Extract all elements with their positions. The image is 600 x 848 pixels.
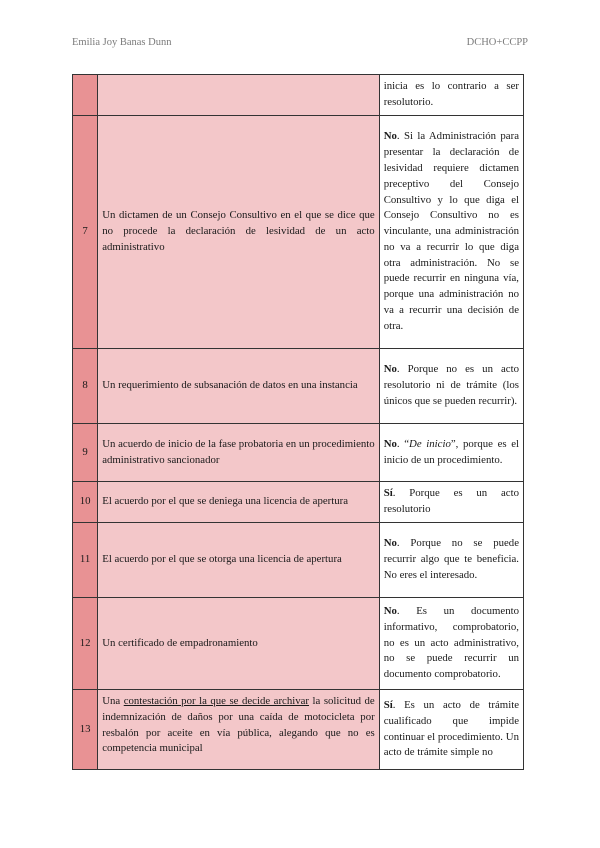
table-row bbox=[73, 690, 524, 770]
answer-text: . Porque es un acto resolutorio bbox=[383, 487, 519, 515]
row-answer bbox=[379, 349, 523, 424]
row-number: 13 bbox=[73, 690, 98, 770]
answer-text: ”, porque es el inicio de un procedimiento. bbox=[383, 437, 519, 466]
description-text: la solicitud de indemnización de daños por una caída de motocicleta por resbalón por aceite en vía pública, alegando que no es competencia municipal bbox=[102, 695, 375, 755]
row-description bbox=[98, 75, 379, 116]
row-description: El acuerdo por el que se otorga una licencia de apertura bbox=[98, 523, 379, 598]
row-number: 10 bbox=[73, 482, 98, 523]
answer-verdict: No bbox=[383, 605, 397, 617]
answer-italic: De inicio bbox=[409, 437, 451, 450]
description-underlined: contestación por la que se decide archivar bbox=[123, 695, 310, 707]
row-description bbox=[98, 690, 379, 770]
answer-verdict: No bbox=[383, 363, 397, 376]
answer-verdict: No bbox=[383, 130, 397, 143]
answer-verdict: No bbox=[383, 537, 397, 550]
page-header bbox=[72, 37, 528, 51]
acts-table bbox=[72, 74, 524, 770]
row-description: Un certificado de empadronamiento bbox=[98, 598, 379, 690]
answer-text: . Si la Administración para presentar la declaración de lesividad requiere dictamen preceptivo del Consejo Consultivo y lo que diga el Consejo Consultivo no es vinculante, una administración no va a recurrir lo que diga otra administración. No se puede recurrir en ninguna vía, porque una administración no va a recurrir una decisión de otra. bbox=[383, 130, 519, 332]
row-number: 11 bbox=[73, 523, 98, 598]
table-row bbox=[73, 482, 524, 523]
table-row bbox=[73, 424, 524, 482]
row-description: El acuerdo por el que se deniega una licencia de apertura bbox=[98, 482, 379, 523]
header-course: DCHO+CCPP bbox=[466, 37, 528, 48]
row-answer bbox=[379, 75, 523, 116]
table-row bbox=[73, 75, 524, 116]
row-description: Un acuerdo de inicio de la fase probatoria en un procedimiento administrativo sancionador bbox=[98, 424, 379, 482]
answer-text: . Es un acto de trámite cualificado que impide continuar el procedimiento. Un acto de trámite simple no bbox=[383, 698, 519, 759]
description-text: Una bbox=[102, 695, 124, 707]
answer-verdict: No bbox=[383, 437, 397, 450]
row-answer bbox=[379, 690, 523, 770]
answer-text: . Porque no es un acto resolutorio ni de trámite (los únicos que se pueden recurrir). bbox=[383, 363, 519, 407]
row-answer bbox=[379, 116, 523, 349]
row-answer bbox=[379, 424, 523, 482]
answer-verdict: Sí bbox=[383, 487, 393, 500]
answer-text: inicia es lo contrario a ser resolutorio. bbox=[383, 80, 519, 108]
table-row bbox=[73, 598, 524, 690]
row-answer bbox=[379, 598, 523, 690]
row-answer bbox=[379, 482, 523, 523]
answer-text: . Porque no se puede recurrir algo que te beneficia. No eres el interesado. bbox=[383, 537, 519, 581]
answer-verdict: Sí bbox=[383, 698, 393, 711]
table-row bbox=[73, 523, 524, 598]
answer-text: . Es un documento informativo, comprobatorio, no es un acto administrativo, no se puede recurrir un documento comprobatorio. bbox=[383, 605, 519, 681]
row-number: 12 bbox=[73, 598, 98, 690]
row-description: Un requerimiento de subsanación de datos en una instancia bbox=[98, 349, 379, 424]
table-row bbox=[73, 349, 524, 424]
row-number: 8 bbox=[73, 349, 98, 424]
header-author: Emilia Joy Banas Dunn bbox=[72, 37, 172, 48]
row-description: Un dictamen de un Consejo Consultivo en el que se dice que no procede la declaración de lesividad de un acto administrativo bbox=[98, 116, 379, 349]
answer-quote-open: . “ bbox=[396, 437, 410, 450]
table-row bbox=[73, 116, 524, 349]
row-number: 9 bbox=[73, 424, 98, 482]
row-number bbox=[73, 75, 98, 116]
row-answer bbox=[379, 523, 523, 598]
row-number: 7 bbox=[73, 116, 98, 349]
